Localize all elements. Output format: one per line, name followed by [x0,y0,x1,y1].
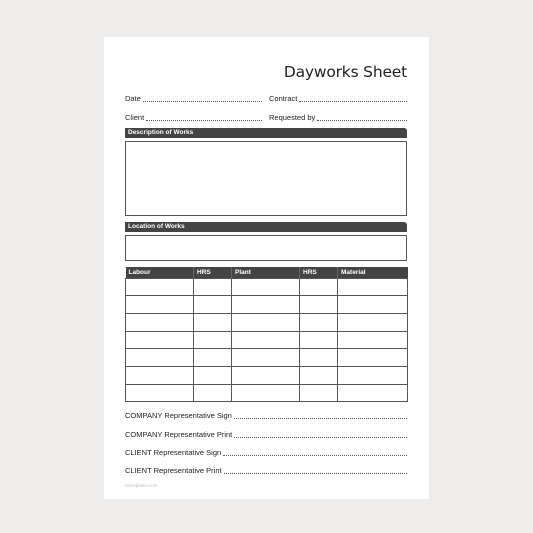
table-cell[interactable] [194,384,232,402]
table-cell[interactable] [338,331,408,349]
header-material: Material [338,267,408,278]
table-cell[interactable] [232,366,300,384]
client-print-line[interactable] [224,467,407,474]
client-sign-line[interactable] [223,449,407,456]
footer-credit: Dtemplates.com [125,483,158,488]
company-sign-field[interactable] [125,410,407,420]
table-cell[interactable] [300,278,338,296]
header-plant-hrs: HRS [300,267,338,278]
table-cell[interactable] [232,331,300,349]
client-print-field[interactable] [125,465,407,475]
date-field[interactable] [125,93,262,103]
table-cell[interactable] [338,278,408,296]
description-header: Description of Works [125,128,407,138]
table-cell[interactable] [300,349,338,367]
table-cell[interactable] [126,331,194,349]
contract-label: Contract [269,94,298,103]
table-cell[interactable] [194,296,232,314]
table-row [126,313,408,331]
table-cell[interactable] [126,349,194,367]
table-cell[interactable] [232,384,300,402]
location-box[interactable] [125,235,407,261]
works-table-body [126,278,408,402]
table-cell[interactable] [232,349,300,367]
table-cell[interactable] [338,384,408,402]
table-cell[interactable] [194,313,232,331]
client-sign-label: CLIENT Representative Sign [125,448,222,457]
table-cell[interactable] [194,366,232,384]
dayworks-sheet [104,37,429,499]
table-cell[interactable] [300,296,338,314]
company-sign-label: COMPANY Representative Sign [125,411,232,420]
table-cell[interactable] [126,384,194,402]
table-cell[interactable] [126,278,194,296]
requested-by-line[interactable] [317,114,407,121]
header-labour-hrs: HRS [194,267,232,278]
table-cell[interactable] [300,331,338,349]
contract-field[interactable] [269,93,407,103]
table-header-row [126,267,408,278]
description-box[interactable] [125,141,407,216]
table-cell[interactable] [232,296,300,314]
table-cell[interactable] [194,278,232,296]
company-print-field[interactable] [125,429,407,439]
table-cell[interactable] [232,278,300,296]
company-print-line[interactable] [234,431,407,438]
requested-by-label: Requested by [269,113,316,122]
client-line[interactable] [146,114,262,121]
table-cell[interactable] [126,366,194,384]
table-cell[interactable] [232,313,300,331]
client-sign-field[interactable] [125,447,407,457]
contract-line[interactable] [299,95,407,102]
header-labour: Labour [126,267,194,278]
table-cell[interactable] [194,331,232,349]
table-row [126,366,408,384]
company-sign-line[interactable] [234,412,407,419]
table-row [126,384,408,402]
table-cell[interactable] [300,313,338,331]
table-cell[interactable] [338,366,408,384]
table-cell[interactable] [194,349,232,367]
table-cell[interactable] [126,313,194,331]
table-cell[interactable] [300,384,338,402]
header-plant: Plant [232,267,300,278]
date-label: Date [125,94,141,103]
requested-by-field[interactable] [269,112,407,122]
table-row [126,331,408,349]
table-row [126,349,408,367]
client-print-label: CLIENT Representative Print [125,466,222,475]
location-header: Location of Works [125,222,407,232]
page-title: Dayworks Sheet [283,63,407,81]
table-cell[interactable] [338,296,408,314]
table-row [126,296,408,314]
table-cell[interactable] [338,349,408,367]
works-table [125,267,408,402]
table-cell[interactable] [126,296,194,314]
table-cell[interactable] [300,366,338,384]
date-line[interactable] [143,95,262,102]
client-label: Client [125,113,145,122]
company-print-label: COMPANY Representative Print [125,430,233,439]
client-field[interactable] [125,112,262,122]
table-cell[interactable] [338,313,408,331]
table-row [126,278,408,296]
